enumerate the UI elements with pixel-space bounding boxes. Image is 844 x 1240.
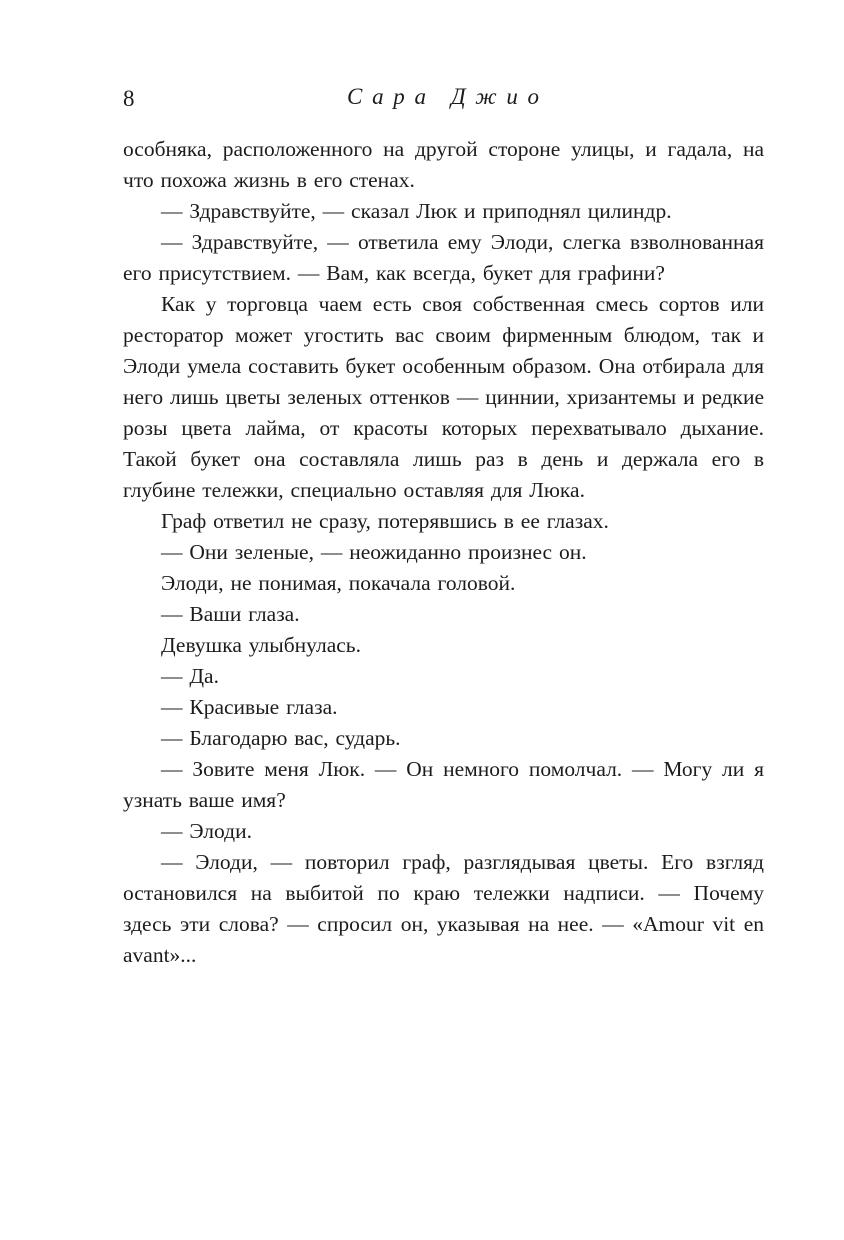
paragraph: — Благодарю вас, сударь. xyxy=(161,726,401,750)
paragraph: Граф ответил не сразу, потерявшись в ее глазах. xyxy=(161,509,609,533)
paragraph: — Да. xyxy=(161,664,219,688)
paragraph: — Элоди. xyxy=(161,819,252,843)
page-body xyxy=(123,134,764,971)
paragraph: Элоди, не понимая, покачала головой. xyxy=(161,571,516,595)
paragraph: — Элоди, — повторил граф, разглядывая цветы. Его взгляд остановился на выбитой по краю тележки надписи. — Почему здесь эти слова? — спросил он, указывая на нее. — «Amour vit en avant»... xyxy=(123,850,764,967)
paragraph: Как у торговца чаем есть своя собственная смесь сортов или ресторатор может угостить вас своим фирменным блюдом, так и Элоди умела составить букет особенным образом. Она отбирала для него лишь цветы зеленых оттенков — циннии, хризантемы и редкие розы цвета лайма, от красоты которых перехватывало дыхание. Такой букет она составляла лишь раз в день и держала его в глубине тележки, специально оставляя для Люка. xyxy=(123,292,764,502)
running-head: Сара Джио xyxy=(346,84,549,109)
paragraph: — Красивые глаза. xyxy=(161,695,338,719)
paragraph: — Ваши глаза. xyxy=(161,602,300,626)
paragraph: — Здравствуйте, — сказал Люк и приподнял цилиндр. xyxy=(161,199,672,223)
paragraph: — Зовите меня Люк. — Он немного помолчал. — Могу ли я узнать ваше имя? xyxy=(123,757,764,812)
paragraph: Девушка улыбнулась. xyxy=(161,633,361,657)
page-number: 8 xyxy=(123,86,135,111)
paragraph: — Они зеленые, — неожиданно произнес он. xyxy=(161,540,587,564)
page-header xyxy=(123,84,763,120)
paragraph: особняка, расположенного на другой стороне улицы, и гадала, на что похожа жизнь в его стенах. xyxy=(123,137,764,192)
paragraph: — Здравствуйте, — ответила ему Элоди, слегка взволнованная его присутствием. — Вам, как всегда, букет для графини? xyxy=(123,230,764,285)
